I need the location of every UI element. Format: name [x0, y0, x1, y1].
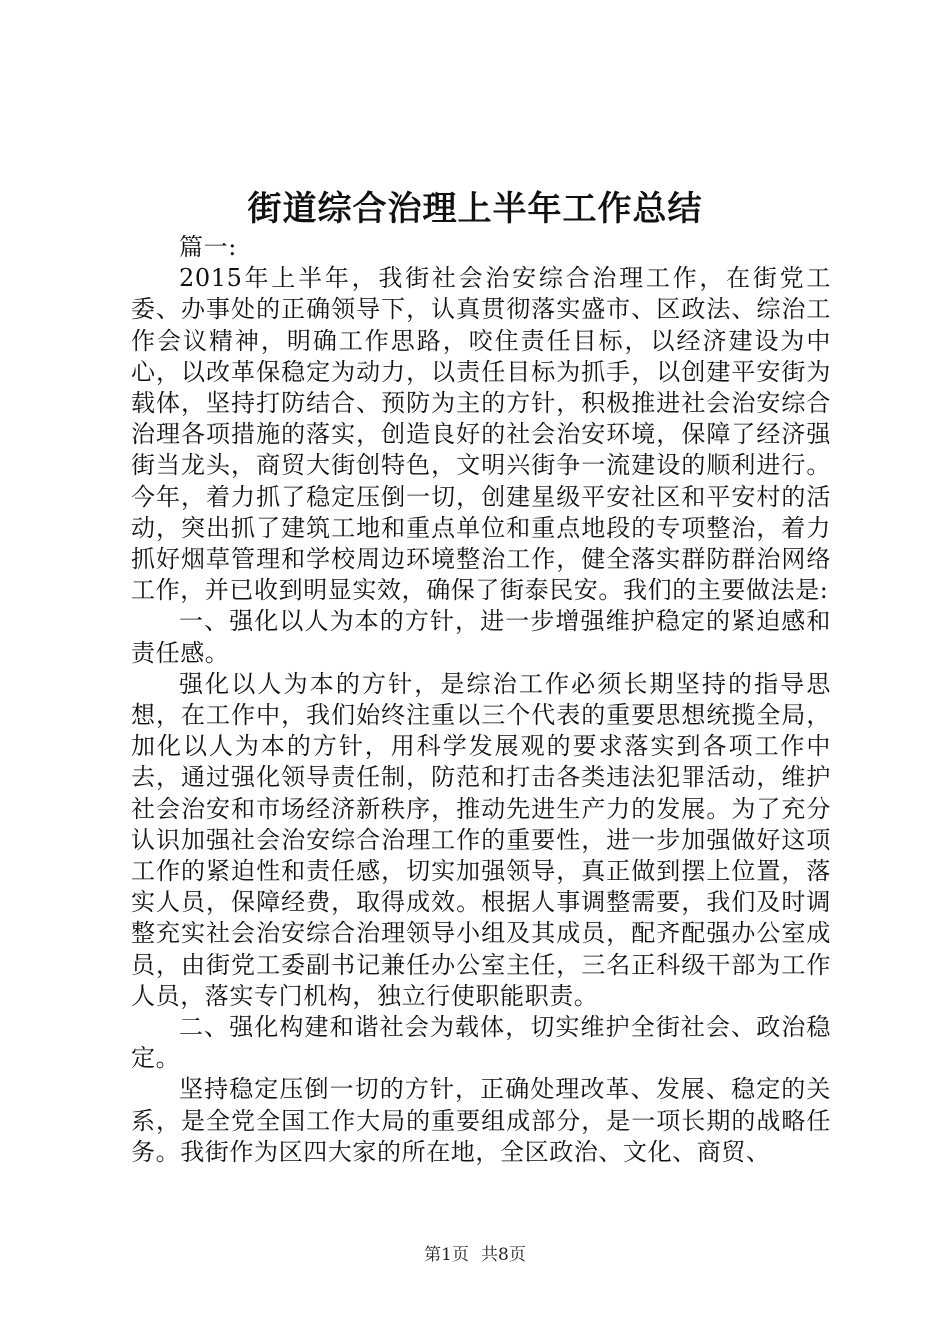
page-number: 第1页 [424, 1245, 469, 1265]
section-label: 篇一: [179, 233, 237, 261]
paragraph-intro: 2015年上半年，我街社会治安综合治理工作，在街党工委、办事处的正确领导下，认真贯彻落实盛市、区政法、综治工作会议精神，明确工作思路，咬住责任目标，以经济建设为中心，以改革保稳定为动力，以责任目标为抓手，以创建平安街为载体，坚持打防结合、预防为主的方针，积极推进社会治安综合治理各项措施的落实，创造良好的社会治安环境，保障了经济强街当龙头，商贸大街创特色，文明兴街争一流建设的顺利进行。今年，着力抓了稳定压倒一切，创建星级平安社区和平安村的活动，突出抓了建筑工地和重点单位和重点地段的专项整治，着力抓好烟草管理和学校周边环境整治工作，健全落实群防群治网络工作，并已收到明显实效，确保了街泰民安。我们的主要做法是: [131, 264, 831, 605]
section-heading-two: 二、强化构建和谐社会为载体，切实维护全街社会、政治稳定。 [131, 1013, 831, 1073]
page-total: 共8页 [481, 1245, 526, 1265]
page-footer [0, 1243, 950, 1267]
document-body [131, 232, 831, 1168]
document-title: 街道综合治理上半年工作总结 [247, 189, 703, 229]
paragraph-two: 坚持稳定压倒一切的方针，正确处理改革、发展、稳定的关系，是全党全国工作大局的重要组成部分，是一项长期的战略任务。我街作为区四大家的所在地，全区政治、文化、商贸、 [131, 1075, 831, 1166]
section-heading-one: 一、强化以人为本的方针，进一步增强维护稳定的紧迫感和责任感。 [131, 607, 831, 667]
paragraph-one: 强化以人为本的方针，是综治工作必须长期坚持的指导思想，在工作中，我们始终注重以三个代表的重要思想统揽全局，加化以人为本的方针，用科学发展观的要求落实到各项工作中去，通过强化领导责任制，防范和打击各类违法犯罪活动，维护社会治安和市场经济新秩序，推动先进生产力的发展。为了充分认识加强社会治安综合治理工作的重要性，进一步加强做好这项工作的紧迫性和责任感，切实加强领导，真正做到摆上位置，落实人员，保障经费，取得成效。根据人事调整需要，我们及时调整充实社会治安综合治理领导小组及其成员，配齐配强办公室成员，由街党工委副书记兼任办公室主任，三名正科级干部为工作人员，落实专门机构，独立行使职能职责。 [131, 669, 831, 1010]
